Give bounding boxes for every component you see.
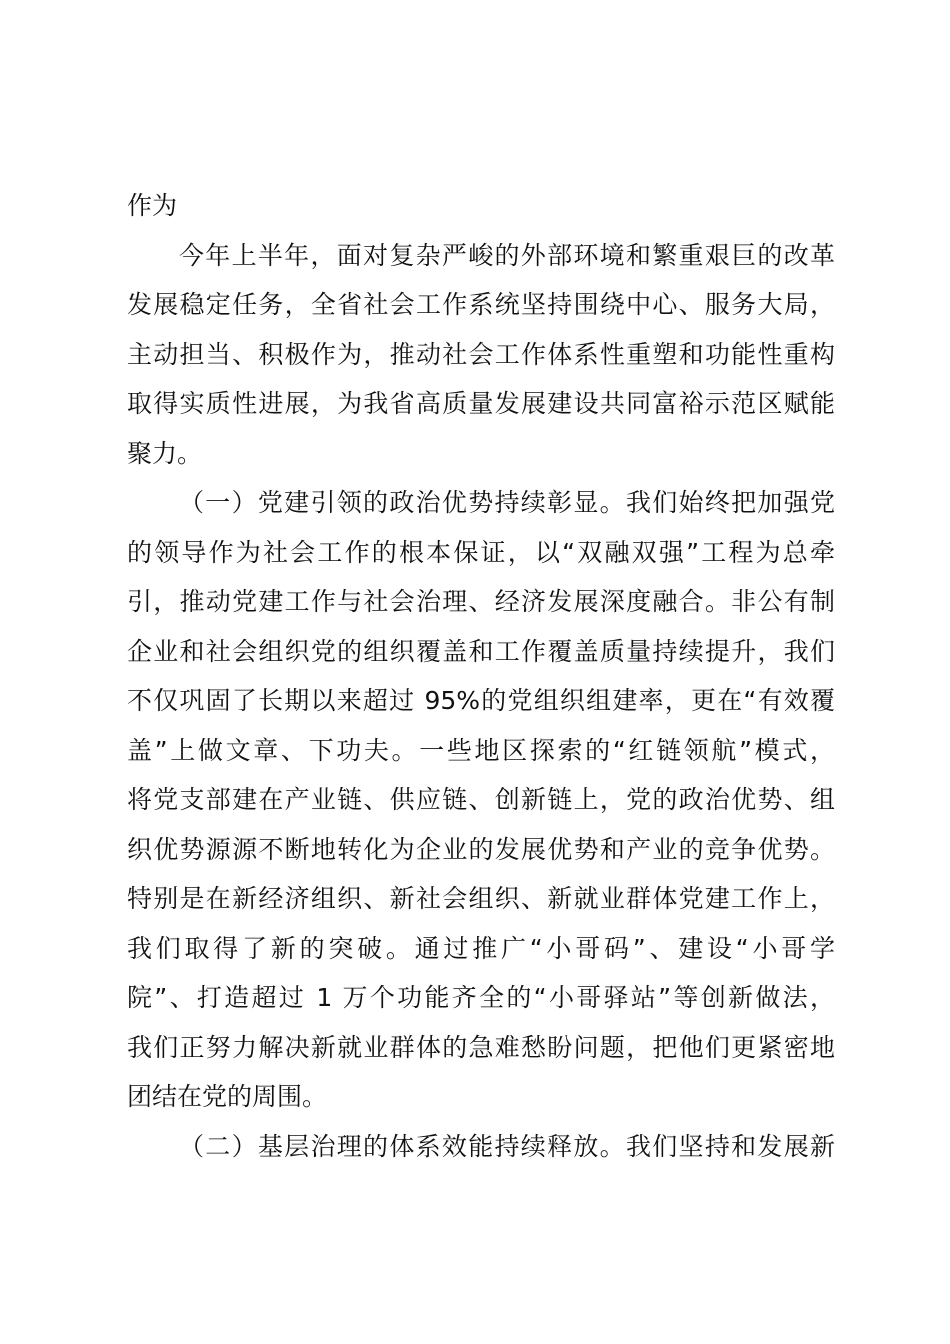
text-line: （二）基层治理的体系效能持续释放。我们坚持和发展新	[179, 1131, 835, 1161]
text-line: 特别是在新经济组织、新社会组织、新就业群体党建工作上，	[127, 884, 835, 913]
text-line: 取得实质性进展，为我省高质量发展建设共同富裕示范区赋能	[127, 389, 835, 418]
text-line: 将党支部建在产业链、供应链、创新链上，党的政治优势、组	[127, 785, 835, 814]
text-line: 我们正努力解决新就业群体的急难愁盼问题，把他们更紧密地	[127, 1032, 835, 1062]
text-line: 今年上半年，面对复杂严峻的外部环境和繁重艰巨的改革	[179, 240, 835, 270]
text-line: 作为	[127, 191, 178, 220]
text-line: 主动担当、积极作为，推动社会工作体系性重塑和功能性重构	[127, 339, 835, 369]
text-line: 的领导作为社会工作的根本保证，以“双融双强”工程为总牵	[127, 537, 835, 567]
text-line: 不仅巩固了长期以来超过 95%的党组织组建率，更在“有效覆	[127, 686, 835, 715]
text-line: 引，推动党建工作与社会治理、经济发展深度融合。非公有制	[127, 587, 835, 616]
text-line: 我们取得了新的突破。通过推广“小哥码”、建设“小哥学	[127, 933, 835, 963]
text-line: 团结在党的周围。	[127, 1082, 328, 1111]
text-line: 企业和社会组织党的组织覆盖和工作覆盖质量持续提升，我们	[127, 636, 835, 666]
text-line: 发展稳定任务，全省社会工作系统坚持围绕中心、服务大局，	[127, 290, 835, 319]
text-line: 织优势源源不断地转化为企业的发展优势和产业的竞争优势。	[127, 834, 835, 864]
text-line: 院”、打造超过 1 万个功能齐全的“小哥驿站”等创新做法，	[127, 983, 835, 1012]
text-line: 盖”上做文章、下功夫。一些地区探索的“红链领航”模式，	[127, 735, 835, 765]
text-line: （一）党建引领的政治优势持续彰显。我们始终把加强党	[179, 488, 835, 517]
document-body	[127, 181, 835, 1171]
text-line: 聚力。	[127, 438, 203, 468]
